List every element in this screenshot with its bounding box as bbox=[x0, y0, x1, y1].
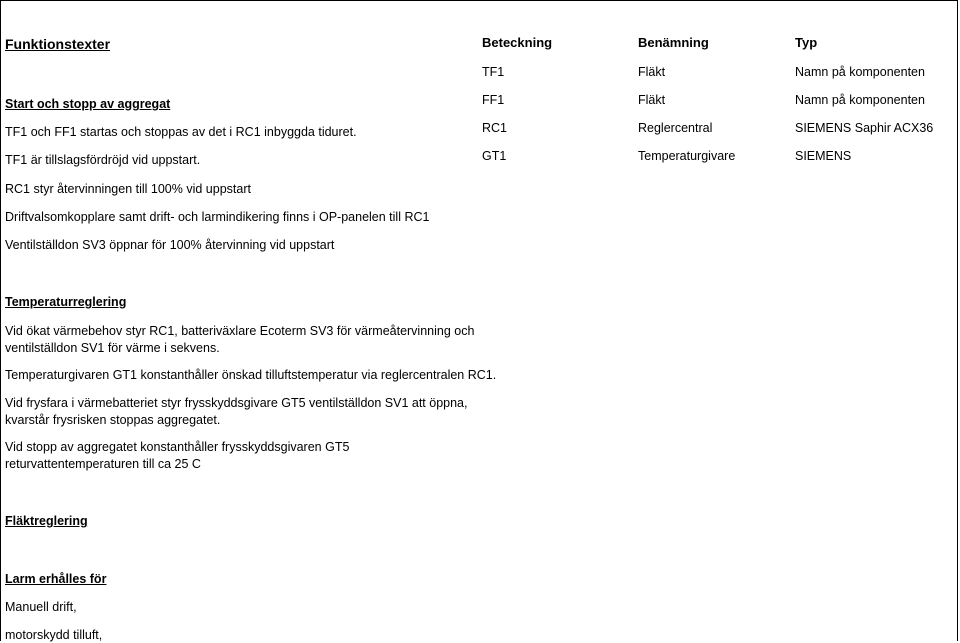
table-cell: SIEMENS Saphir ACX36 bbox=[795, 121, 934, 135]
text-line: Ventilställdon SV3 öppnar för 100% återvinning vid uppstart bbox=[5, 238, 335, 252]
text-line: RC1 styr återvinningen till 100% vid uppstart bbox=[5, 182, 251, 196]
table-cell: Namn på komponenten bbox=[795, 93, 925, 107]
text-line: Driftvalsomkopplare samt drift- och larmindikering finns i OP-panelen till RC1 bbox=[5, 210, 430, 224]
heading-temperaturreglering: Temperaturreglering bbox=[5, 295, 127, 309]
heading-larm: Larm erhålles för bbox=[5, 572, 107, 586]
paragraph: Vid frysfara i värmebatteriet styr frysskyddsgivare GT5 ventilställdon SV1 att öppna, kvarstår frysrisken stoppas aggregatet. bbox=[5, 396, 468, 427]
table-cell: FF1 bbox=[482, 93, 505, 107]
table-cell: Reglercentral bbox=[638, 121, 713, 135]
table-cell: Namn på komponenten bbox=[795, 65, 925, 79]
list-item: motorskydd tilluft, bbox=[5, 628, 103, 642]
col-header-typ: Typ bbox=[795, 35, 818, 50]
table-cell: SIEMENS bbox=[795, 149, 852, 163]
paragraph: Temperaturgivaren GT1 konstanthåller önskad tilluftstemperatur via reglercentralen RC1. bbox=[5, 368, 497, 382]
col-header-beteckning: Beteckning bbox=[482, 35, 553, 50]
paragraph: Vid stopp av aggregatet konstanthåller frysskyddsgivaren GT5 returvattentemperaturen till ca 25 C bbox=[5, 440, 350, 471]
heading-flaktreglering: Fläktreglering bbox=[5, 514, 88, 528]
table-cell: TF1 bbox=[482, 65, 505, 79]
table-cell: Temperaturgivare bbox=[638, 149, 736, 163]
paragraph: Vid ökat värmebehov styr RC1, batteriväxlare Ecoterm SV3 för värmeåtervinning och ventilställdon SV1 för värme i sekvens. bbox=[5, 324, 475, 355]
text-line: TF1 är tillslagsfördröjd vid uppstart. bbox=[5, 153, 201, 167]
table-cell: Fläkt bbox=[638, 93, 666, 107]
table-cell: Fläkt bbox=[638, 65, 666, 79]
col-header-benamning: Benämning bbox=[638, 35, 709, 50]
list-item: Manuell drift, bbox=[5, 600, 77, 614]
table-cell: GT1 bbox=[482, 149, 507, 163]
heading-funktionstexter: Funktionstexter bbox=[5, 36, 111, 52]
text-line: TF1 och FF1 startas och stoppas av det i RC1 inbyggda tiduret. bbox=[5, 125, 357, 139]
heading-start-stopp: Start och stopp av aggregat bbox=[5, 97, 171, 111]
table-cell: RC1 bbox=[482, 121, 508, 135]
